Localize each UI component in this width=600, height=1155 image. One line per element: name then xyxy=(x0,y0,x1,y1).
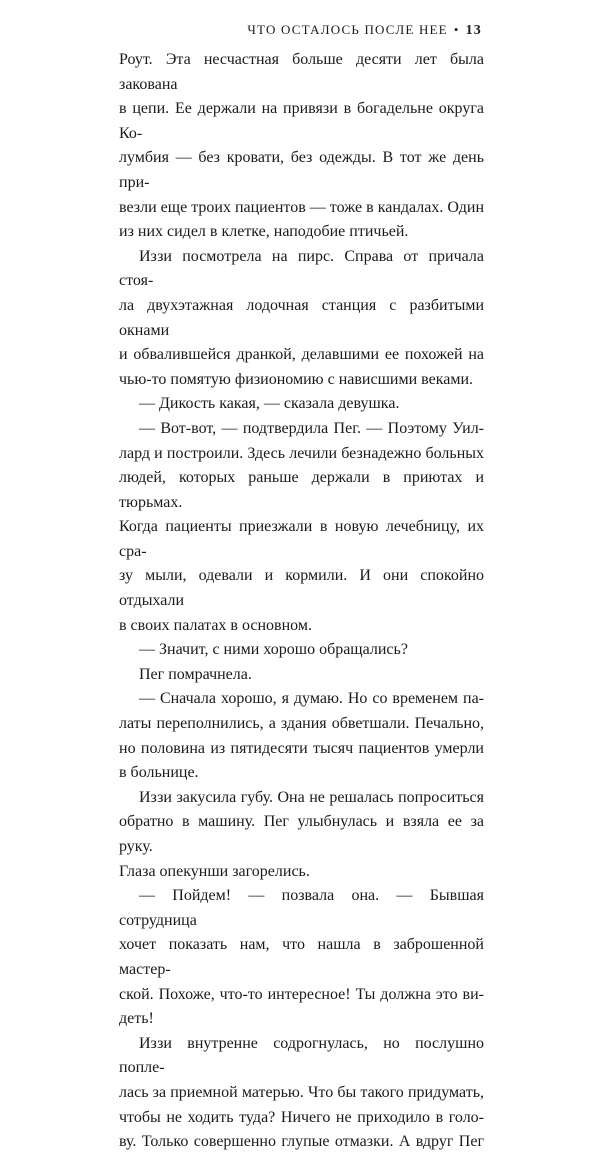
text-line: в больнице. xyxy=(119,764,199,782)
chapter-title: ЧТО ОСТАЛОСЬ ПОСЛЕ НЕЕ xyxy=(247,22,448,37)
text-line: чтобы не ходить туда? Ничего не приходило в голо- xyxy=(119,1108,484,1126)
text-line: но половина из пятидесяти тысяч пациентов умерли xyxy=(119,739,484,757)
text-line: везли еще троих пациентов — тоже в кандалах. Один xyxy=(119,198,484,216)
text-line: ву. Только совершенно глупые отмазки. А вдруг Пег xyxy=(119,1133,484,1151)
text-line: Роут. Эта несчастная больше десяти лет была закована xyxy=(119,51,484,93)
text-line: — Сначала хорошо, я думаю. Но со временем па- xyxy=(139,690,484,708)
text-line: лумбия — без кровати, без одежды. В тот же день при- xyxy=(119,149,484,191)
text-line: Пег помрачнела. xyxy=(139,665,252,683)
header-separator: • xyxy=(453,22,460,37)
text-line: и обвалившейся дранкой, делавшими ее похожей на xyxy=(119,346,484,364)
text-line: людей, которых раньше держали в приютах и тюрьмах. xyxy=(119,469,484,511)
text-line: — Значит, с ними хорошо обращались? xyxy=(139,641,408,659)
text-line: зу мыли, одевали и кормили. И они спокойно отдыхали xyxy=(119,567,484,610)
text-line: Иззи посмотрела на пирс. Справа от причала стоя- xyxy=(119,247,484,290)
text-line: обратно в машину. Пег улыбнулась и взяла ее за руку. xyxy=(119,813,484,855)
text-line: ской. Похоже, что-то интересное! Ты должна это ви- xyxy=(119,985,484,1003)
text-line: латы переполнились, а здания обветшали. Печально, xyxy=(119,715,484,733)
text-line: в своих палатах в основном. xyxy=(119,616,312,634)
text-line: лард и построили. Здесь лечили безнадежно больных xyxy=(119,444,484,462)
text-line: — Дикость какая, — сказала девушка. xyxy=(139,395,400,413)
text-line: ла двухэтажная лодочная станция с разбитыми окнами xyxy=(119,296,484,339)
running-header xyxy=(247,22,482,39)
text-line: деть! xyxy=(119,1010,154,1028)
text-line: Глаза опекунши загорелись. xyxy=(119,862,310,880)
text-line: Иззи внутренне содрогнулась, но послушно попле- xyxy=(119,1034,484,1077)
text-line: Иззи закусила губу. Она не решалась попроситься xyxy=(139,788,484,806)
text-line: — Пойдем! — позвала она. — Бывшая сотрудница xyxy=(119,887,484,929)
text-line: Когда пациенты приезжали в новую лечебницу, их сра- xyxy=(119,518,484,560)
text-line: хочет показать нам, что нашла в заброшенной мастер- xyxy=(119,936,484,978)
text-line: лась за приемной матерью. Что бы такого придумать, xyxy=(119,1083,484,1101)
body-text xyxy=(119,48,484,1155)
text-line: в цепи. Ее держали на привязи в богадельне округа Ко- xyxy=(119,100,484,142)
text-line: из них сидел в клетке, наподобие птичьей. xyxy=(119,223,409,241)
page-number: 13 xyxy=(465,23,482,38)
text-line: чью-то помятую физиономию с нависшими веками. xyxy=(119,370,474,388)
text-line: — Вот-вот, — подтвердила Пег. — Поэтому Уил- xyxy=(139,419,484,437)
